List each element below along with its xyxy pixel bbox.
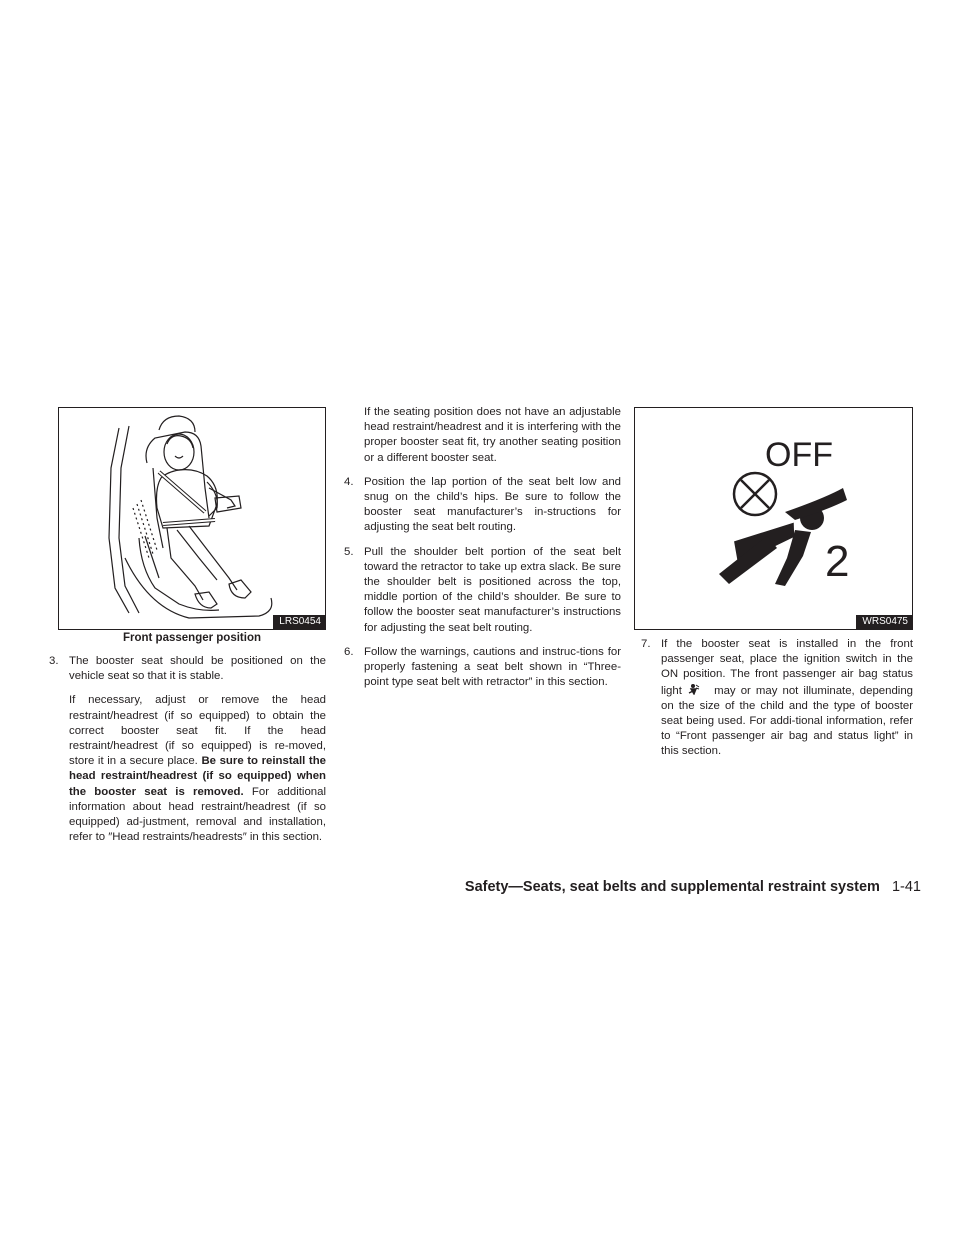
item-text: If the booster seat is installed in the front passenger seat, place the ignition switch in the ON position. The front passenger air bag status light [661,638,913,697]
list-item [49,654,326,684]
figure-code: LRS0454 [273,615,325,629]
paragraph [49,693,326,845]
airbag-status-icon [687,683,709,695]
child-booster-seat-illustration [59,408,325,629]
paragraph-text: For additional information about head restraint/headrest (if so equipped) ad-justment, removal and installation, refer to ″Head restraints/headrests″ in this section. [69,785,326,844]
airbag-off-figure [634,407,913,630]
list-item [344,545,621,636]
item-number: 3. [49,655,59,667]
figure-caption: Front passenger position [122,632,261,644]
column-1 [49,654,326,854]
page-number: 1-41 [891,879,921,895]
passenger-airbag-off-icon [635,408,912,629]
booster-seat-figure [58,407,326,630]
off-label: OFF [765,436,833,474]
list-item [641,637,913,760]
list-item [344,475,621,536]
warning-text: Be sure to reinstall the head restraint/headrest (if so equipped) when the booster seat is removed. [69,755,326,798]
page-footer [465,879,921,895]
seat-number: 2 [825,537,850,586]
figure-code: WRS0475 [856,615,912,629]
item-text: Follow the warnings, cautions and instruc-tions for properly fastening a seat belt shown in “Three-point type seat belt with retractor” in this section. [364,645,621,689]
section-title: Safety—Seats, seat belts and supplemental restraint system [464,879,880,895]
item-text: Position the lap portion of the seat belt low and snug on the child’s hips. Be sure to follow the booster seat manufacturer’s in-structions for adjusting the seat belt routing. [364,475,621,534]
column-3 [641,637,913,769]
item-text: Pull the shoulder belt portion of the seat belt toward the retractor to take up extra slack. Be sure the shoulder belt is positioned across the top, middle portion of the child’s shoulder. Be sure to follow the booster seat manufacturer’s instructions for adjusting the seat belt routing. [364,545,621,634]
item-text: The booster seat should be positioned on the vehicle seat so that it is stable. [69,655,326,683]
item-number: 4. [344,475,354,488]
item-number: 6. [344,645,354,658]
paragraph-text: If necessary, adjust or remove the head restraint/headrest (if so equipped) to obtain the correct booster seat fit. If the head restraint/headrest (if so equipped) is re-moved, store it in a secure place. [69,694,326,768]
item-number: 5. [344,545,354,558]
paragraph: If the seating position does not have an adjustable head restraint/headrest and it is interfering with the proper booster seat fit, try another seating position or a different booster seat. [364,406,621,464]
item-number: 7. [641,638,651,650]
column-2 [344,405,621,699]
item-text: may or may not illuminate, depending on the size of the child and the type of booster seat being used. For addi-tional information, refer to “Front passenger air bag and status light” in this section. [661,684,913,758]
list-item [344,645,621,691]
